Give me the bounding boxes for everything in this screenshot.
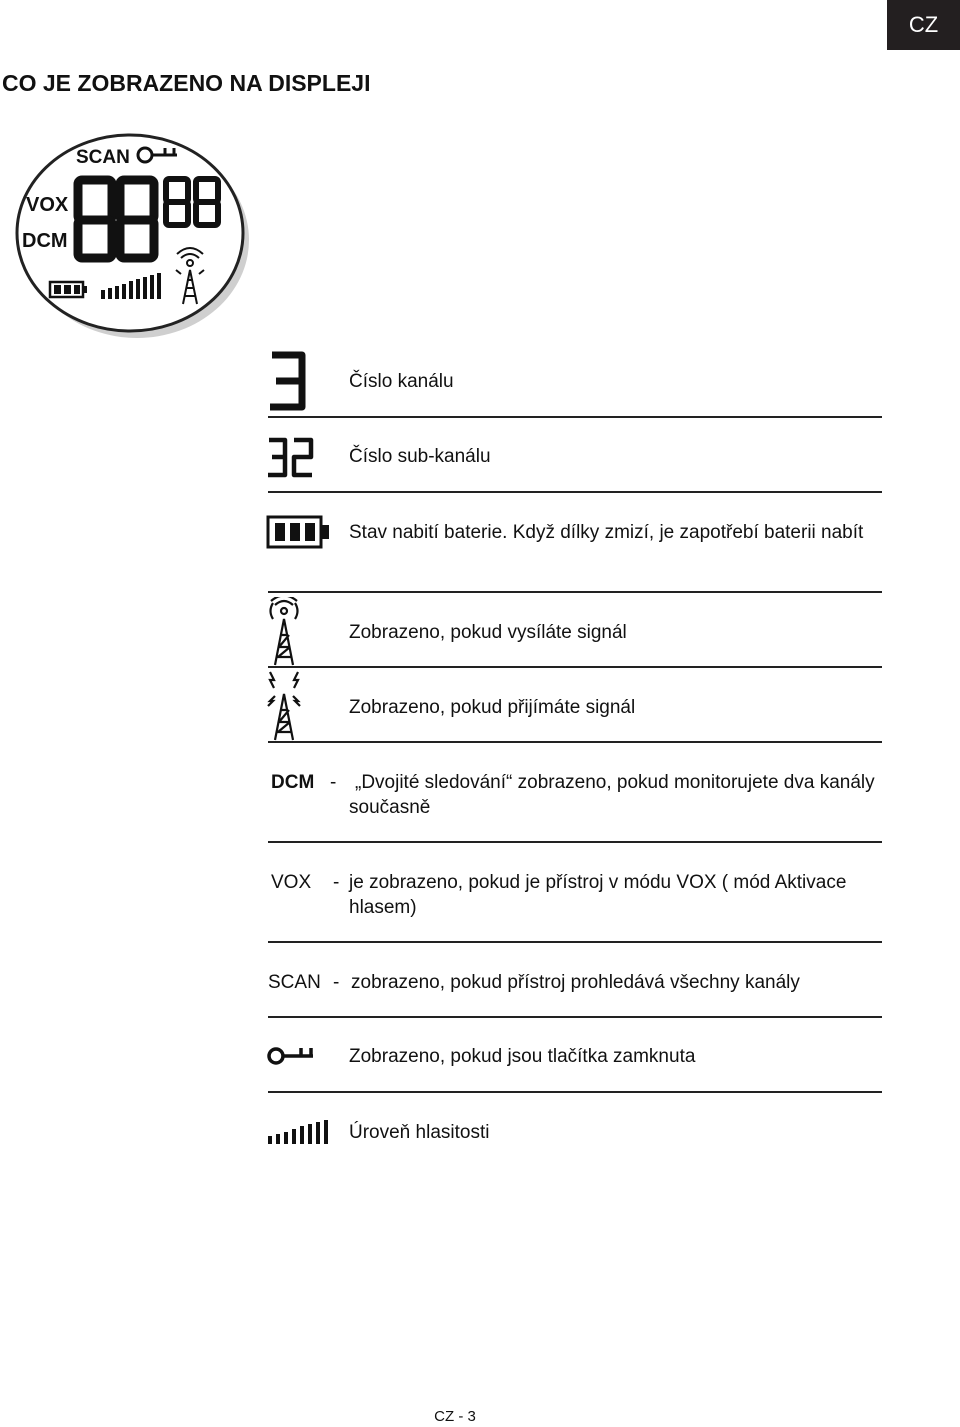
divider <box>268 741 882 743</box>
item-key-lock-text: Zobrazeno, pokud jsou tlačítka zamknuta <box>349 1046 696 1067</box>
item-vox-term: VOX <box>271 872 312 893</box>
item-vox-text: je zobrazeno, pokud je přístroj v módu VOX ( mód Aktivace hlasem) <box>349 872 847 918</box>
divider <box>268 1091 882 1093</box>
key-lock-icon <box>266 1042 316 1070</box>
item-volume-text: Úroveň hlasitosti <box>349 1122 490 1143</box>
item-receive-text: Zobrazeno, pokud přijímáte signál <box>349 697 636 718</box>
divider <box>268 416 882 418</box>
sub-channel-digits-icon <box>266 437 316 479</box>
item-vox-dash: - <box>333 872 340 893</box>
item-dcm-dash: - <box>330 772 337 793</box>
page-title: CO JE ZOBRAZENO NA DISPLEJI <box>2 70 371 96</box>
lcd-display-illustration <box>10 130 250 345</box>
item-scan-text: zobrazeno, pokud přístroj prohledává všechny kanály <box>351 972 800 993</box>
item-sub-channel-text: Číslo sub-kanálu <box>349 446 491 467</box>
lcd-scan-label: SCAN <box>76 147 130 168</box>
transmit-tower-icon <box>264 597 304 667</box>
battery-icon <box>266 514 332 550</box>
lcd-dcm-label: DCM <box>22 230 68 252</box>
item-scan-dash: - <box>333 972 340 993</box>
receive-tower-icon <box>264 670 304 742</box>
divider <box>268 591 882 593</box>
volume-level-icon <box>266 1118 334 1146</box>
channel-digit-icon <box>266 350 308 412</box>
item-battery-text: Stav nabití baterie. Když dílky zmizí, je zapotřebí baterii nabít <box>349 522 864 543</box>
language-tab: CZ <box>887 0 960 50</box>
item-transmit-text: Zobrazeno, pokud vysíláte signál <box>349 622 627 643</box>
divider <box>268 491 882 493</box>
divider <box>268 941 882 943</box>
item-scan-term: SCAN <box>268 972 321 993</box>
divider <box>268 841 882 843</box>
divider <box>268 666 882 668</box>
item-dcm-text: „Dvojité sledování“ zobrazeno, pokud monitorujete dva kanály současně <box>349 772 875 818</box>
item-channel-number-text: Číslo kanálu <box>349 371 454 392</box>
page-number <box>0 1408 960 1425</box>
lcd-vox-label: VOX <box>26 194 69 216</box>
divider <box>268 1016 882 1018</box>
item-dcm-term: DCM <box>271 772 315 793</box>
page-number-text: CZ - 3 <box>434 1408 476 1425</box>
